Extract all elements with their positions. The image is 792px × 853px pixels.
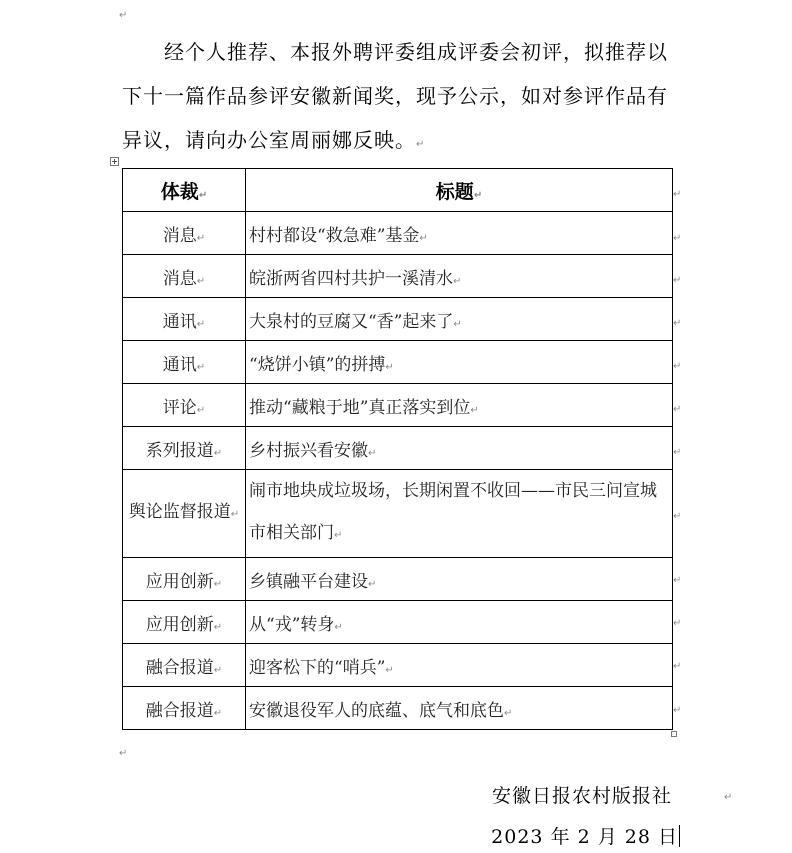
genre-cell[interactable]: 通讯↵	[123, 298, 246, 341]
genre-cell[interactable]: 舆论监督报道↵	[123, 470, 246, 558]
table-row	[123, 644, 673, 687]
title-cell[interactable]: 推动“藏粮于地”真正落实到位↵	[246, 384, 673, 427]
text-cursor	[679, 825, 680, 847]
title-cell[interactable]: “烧饼小镇”的拼搏↵	[246, 341, 673, 384]
table-move-handle-icon[interactable]	[110, 157, 119, 166]
genre-cell[interactable]: 融合报道↵	[123, 644, 246, 687]
announcement-paragraph[interactable]	[122, 30, 682, 167]
row-end-mark: ↵	[673, 447, 682, 458]
genre-cell[interactable]: 应用创新↵	[123, 558, 246, 601]
paragraph-mark: ↵	[724, 792, 733, 803]
row-end-mark: ↵	[673, 618, 682, 629]
title-cell[interactable]: 乡镇融平台建设↵	[246, 558, 673, 601]
genre-cell[interactable]: 系列报道↵	[123, 427, 246, 470]
row-end-mark: ↵	[673, 404, 682, 415]
genre-cell[interactable]: 通讯↵	[123, 341, 246, 384]
title-cell[interactable]: 皖浙两省四村共护一溪清水↵	[246, 255, 673, 298]
paragraph-mark: ↵	[119, 748, 128, 759]
genre-cell[interactable]: 消息↵	[123, 212, 246, 255]
row-end-mark: ↵	[673, 361, 682, 372]
header-genre[interactable]: 体裁↵	[123, 169, 246, 212]
table-header-row	[123, 169, 673, 212]
table-row	[123, 212, 673, 255]
title-cell[interactable]: 从“戎”转身↵	[246, 601, 673, 644]
signature-date[interactable]: 2023 年 2 月 28 日	[491, 826, 678, 848]
paragraph-line-3: 异议，请向办公室周丽娜反映。	[122, 128, 416, 152]
genre-cell[interactable]: 应用创新↵	[123, 601, 246, 644]
title-cell[interactable]: 闹市地块成垃圾场，长期闲置不收回——市民三问宣城市相关部门↵	[246, 470, 673, 558]
paragraph-mark: ↵	[119, 10, 128, 21]
row-end-mark: ↵	[673, 705, 682, 716]
header-title[interactable]: 标题↵	[246, 169, 673, 212]
title-cell[interactable]: 大泉村的豆腐又“香”起来了↵	[246, 298, 673, 341]
table-row	[123, 427, 673, 470]
title-cell[interactable]: 村村都设“救急难”基金↵	[246, 212, 673, 255]
works-table	[122, 168, 673, 730]
row-end-mark: ↵	[673, 511, 682, 522]
genre-cell[interactable]: 消息↵	[123, 255, 246, 298]
row-end-mark: ↵	[673, 189, 682, 200]
row-end-mark: ↵	[673, 275, 682, 286]
table-row	[123, 601, 673, 644]
table-row	[123, 298, 673, 341]
row-end-mark: ↵	[673, 575, 682, 586]
genre-cell[interactable]: 评论↵	[123, 384, 246, 427]
signature-organization[interactable]: 安徽日报农村版报社	[491, 785, 672, 807]
table-row	[123, 384, 673, 427]
table-row	[123, 470, 673, 558]
title-cell[interactable]: 安徽退役军人的底蕴、底气和底色↵	[246, 687, 673, 730]
paragraph-line-2: 下十一篇作品参评安徽新闻奖，现予公示，如对参评作品有	[122, 84, 668, 108]
paragraph-line-1: 经个人推荐、本报外聘评委组成评委会初评，拟推荐以	[164, 40, 668, 64]
row-end-mark: ↵	[673, 233, 682, 244]
title-cell[interactable]: 乡村振兴看安徽↵	[246, 427, 673, 470]
table-row	[123, 341, 673, 384]
paragraph-mark: ↵	[416, 139, 426, 150]
table-row	[123, 558, 673, 601]
table-row	[123, 255, 673, 298]
genre-cell[interactable]: 融合报道↵	[123, 687, 246, 730]
title-cell[interactable]: 迎客松下的“哨兵”↵	[246, 644, 673, 687]
row-end-mark: ↵	[673, 661, 682, 672]
table-resize-handle-icon[interactable]	[671, 731, 677, 737]
row-end-mark: ↵	[673, 318, 682, 329]
table-row	[123, 687, 673, 730]
